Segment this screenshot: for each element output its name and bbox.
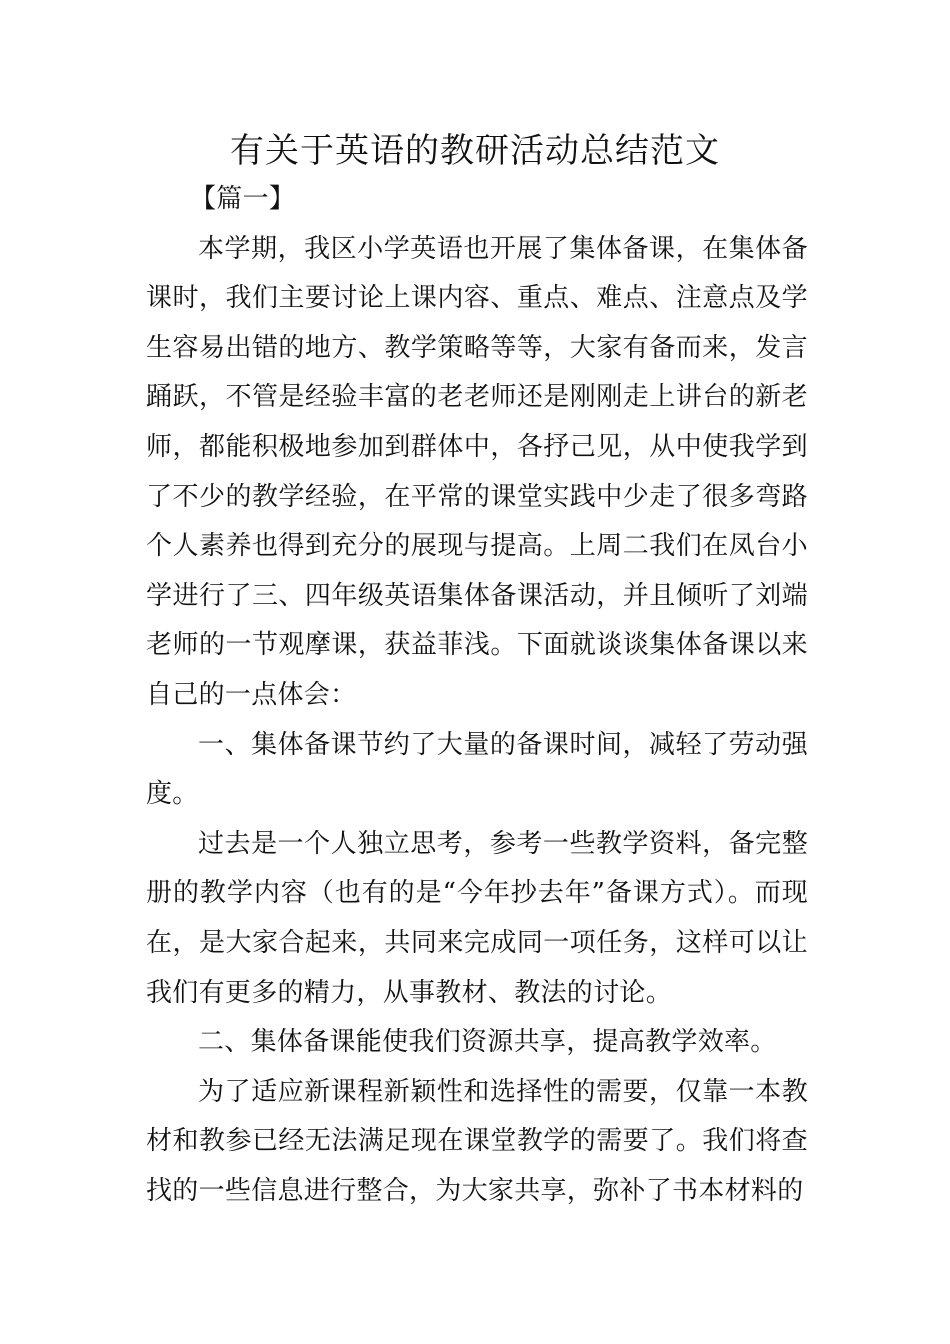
paragraph-point-two-body: 为了适应新课程新颖性和选择性的需要，仅靠一本教材和教参已经无法满足现在课堂教学的需要了。我们将查找的一些信息进行整合，为大家共享，弥补了书本材料的 — [146, 1076, 808, 1206]
paragraph-intro: 本学期，我区小学英语也开展了集体备课，在集体备课时，我们主要讨论上课内容、重点、难点、注意点及学生容易出错的地方、教学策略等等，大家有备而来，发言踊跃，不管是经验丰富的老老师还是刚刚走上讲台的新老师，都能积极地参加到群体中，各抒己见，从中使我学到了不少的教学经验，在平常的课堂实践中少走了很多弯路个人素养也得到充分的展现与提高。上周二我们在凤台小学进行了三、四年级英语集体备课活动，并且倾听了刘端老师的一节观摩课，获益菲浅。下面就谈谈集体备课以来自己的一点体会： — [146, 233, 808, 710]
document-title: 有关于英语的教研活动总结范文 — [230, 131, 720, 171]
paragraph-point-one-heading: 一、集体备课节约了大量的备课时间，减轻了劳动强度。 — [146, 729, 808, 810]
paragraph-point-one-body: 过去是一个人独立思考，参考一些教学资料，备完整册的教学内容（也有的是“今年抄去年”备课方式）。而现在，是大家合起来，共同来完成同一项任务，这样可以让我们有更多的精力，从事教材、教法的讨论。 — [146, 828, 808, 1008]
section-tag: 【篇一】 — [190, 184, 296, 214]
document-body — [146, 175, 808, 1216]
paragraph-point-two-heading: 二、集体备课能使我们资源共享，提高教学效率。 — [198, 1027, 777, 1058]
